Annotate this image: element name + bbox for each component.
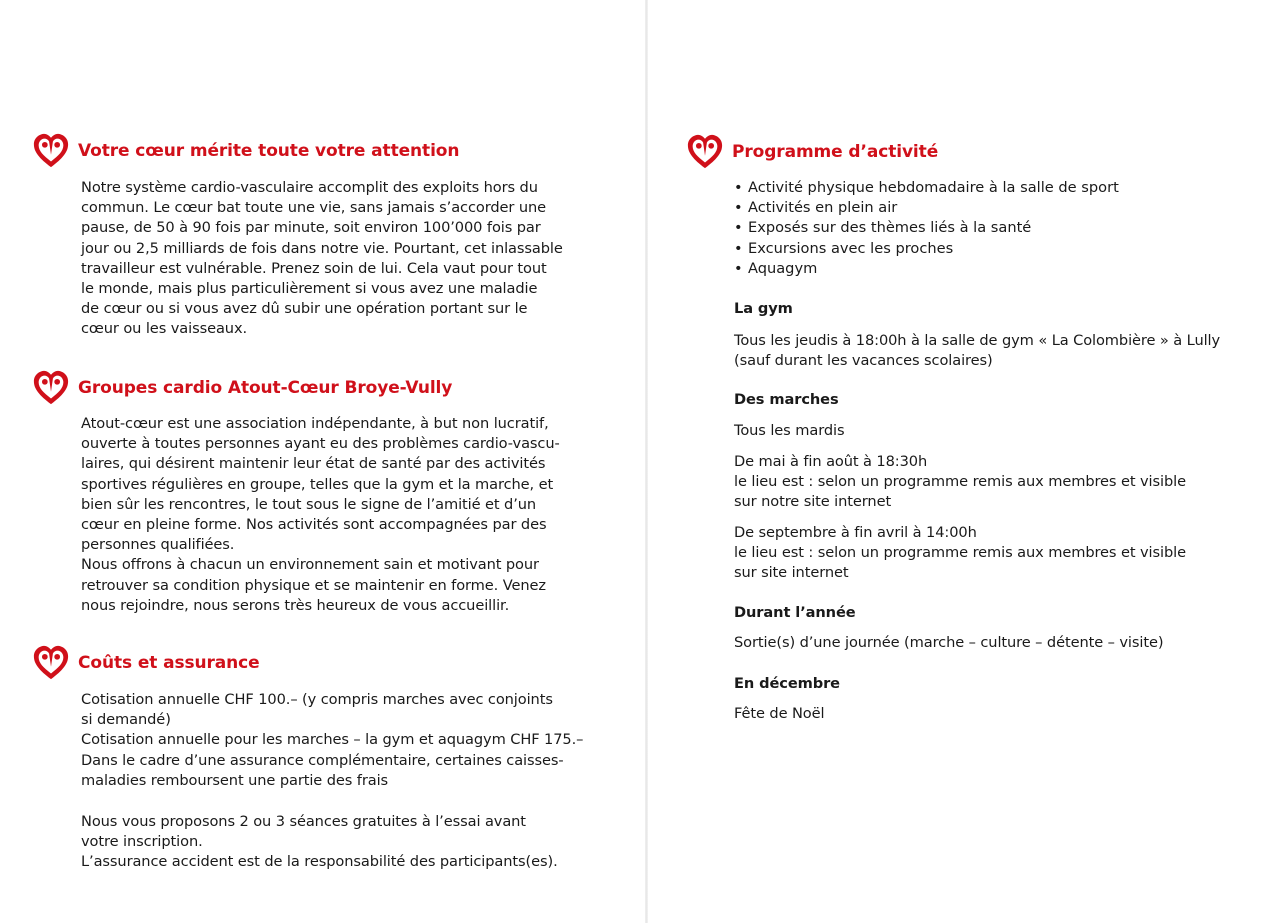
text-line: nous rejoindre, nous serons très heureux de vous accueillir. [81, 596, 510, 614]
text-line: maladies remboursent une partie des frais [81, 771, 389, 789]
heart-paragraph [81, 178, 563, 340]
right-page [650, 0, 1280, 923]
text-line: Dans le cadre d’une assurance complémentaire, certaines caisses- [81, 751, 564, 769]
text-line: Tous les jeudis à 18:00h à la salle de gym « La Colombière » à Lully [734, 332, 1221, 349]
text-line: travailleur est vulnérable. Prenez soin de lui. Cela vaut pour tout [81, 259, 547, 277]
text-line: Atout-cœur est une association indépendante, à but non lucratif, [81, 415, 549, 432]
text-line: jour ou 2,5 milliards de fois dans notre vie. Pourtant, cet inlassable [81, 239, 563, 257]
text-line: cœur en pleine forme. Nos activités sont accompagnées par des [81, 516, 547, 534]
text-line: De septembre à fin avril à 14:00h [734, 524, 977, 541]
text-line: Notre système cardio-vasculaire accomplit des exploits hors du [81, 179, 538, 196]
text-line: De mai à fin août à 18:30h [734, 453, 928, 470]
walks-label: Des marches [734, 391, 839, 408]
text-line: laires, qui désirent maintenir leur état de santé par des activités [81, 455, 546, 473]
list-item: • Activités en plein air [734, 199, 898, 217]
page-fold [645, 0, 648, 923]
text-line: ouverte à toutes personnes ayant eu des problèmes cardio-vascu- [81, 435, 560, 453]
section-heading-costs [32, 644, 260, 682]
heart-people-icon [686, 133, 724, 171]
list-item: • Excursions avec les proches [734, 239, 954, 257]
list-item: • Aquagym [734, 259, 818, 277]
heart-people-icon [32, 644, 70, 682]
december-label: En décembre [734, 675, 840, 692]
trial-paragraph [81, 812, 558, 873]
text-line: sur site internet [734, 564, 849, 582]
text-line: (sauf durant les vacances scolaires) [734, 352, 993, 370]
section-title-costs: Coûts et assurance [78, 653, 260, 673]
groups-paragraph [81, 414, 560, 616]
section-heading-groups [32, 369, 452, 407]
text-line: Cotisation annuelle CHF 100.– (y compris marches avec conjoints [81, 691, 553, 708]
text-line: L’assurance accident est de la responsabilité des participants(es). [81, 853, 558, 871]
text-line: de cœur ou si vous avez dû subir une opération portant sur le [81, 300, 528, 318]
year-label: Durant l’année [734, 604, 856, 621]
gym-label: La gym [734, 300, 793, 317]
section-title-heart: Votre cœur mérite toute votre attention [78, 141, 460, 161]
text-line: si demandé) [81, 711, 171, 729]
text-line: Nous vous proposons 2 ou 3 séances gratuites à l’essai avant [81, 813, 526, 830]
section-heading-program [686, 133, 938, 171]
walks-summer [734, 452, 1186, 513]
section-title-program: Programme d’activité [732, 142, 939, 162]
text-line: Cotisation annuelle pour les marches – la gym et aquagym CHF 175.– [81, 731, 584, 749]
gym-text [734, 331, 1220, 371]
list-item: • Activité physique hebdomadaire à la salle de sport [734, 179, 1119, 196]
year-text: Sortie(s) d’une journée (marche – culture – détente – visite) [734, 634, 1164, 651]
text-line: le lieu est : selon un programme remis aux membres et visible [734, 544, 1186, 562]
text-line: bien sûr les rencontres, le tout sous le signe de l’amitié et d’un [81, 495, 537, 513]
list-item: • Exposés sur des thèmes liés à la santé [734, 219, 1032, 237]
activity-list [734, 178, 1119, 279]
text-line: cœur ou les vaisseaux. [81, 320, 248, 338]
heart-people-icon [32, 132, 70, 170]
text-line: le lieu est : selon un programme remis aux membres et visible [734, 473, 1186, 491]
section-title-groups: Groupes cardio Atout-Cœur Broye-Vully [78, 378, 453, 398]
text-line: sportives régulières en groupe, telles que la gym et la marche, et [81, 475, 554, 493]
walks-every: Tous les mardis [734, 422, 845, 439]
text-line: commun. Le cœur bat toute une vie, sans jamais s’accorder une [81, 199, 547, 217]
text-line: pause, de 50 à 90 fois par minute, soit environ 100’000 fois par [81, 219, 541, 237]
text-line: retrouver sa condition physique et se maintenir en forme. Venez [81, 576, 546, 594]
text-line: le monde, mais plus particulièrement si vous avez une maladie [81, 280, 538, 298]
walks-winter [734, 523, 1186, 584]
heart-people-icon [32, 369, 70, 407]
text-line: personnes qualifiées. [81, 536, 235, 554]
text-line: Nous offrons à chacun un environnement sain et motivant pour [81, 556, 539, 574]
costs-paragraph [81, 690, 583, 791]
text-line: votre inscription. [81, 833, 203, 851]
text-line: sur notre site internet [734, 493, 892, 511]
december-text: Fête de Noël [734, 705, 825, 722]
section-heading-heart [32, 132, 459, 170]
